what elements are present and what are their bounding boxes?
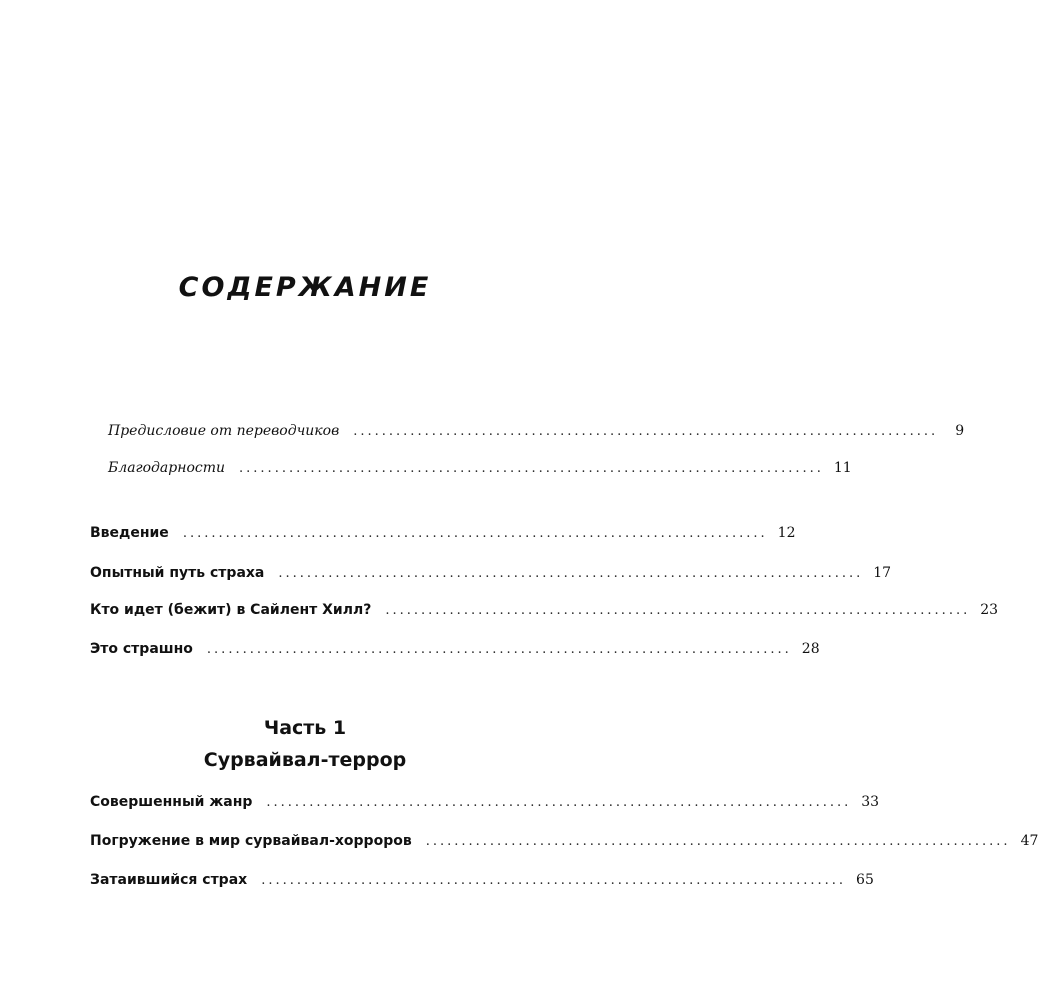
toc-entry-title: Кто идет (бежит) в Сайлент Хилл? — [90, 602, 372, 618]
toc-entry-scary[interactable] — [90, 641, 820, 657]
dot-leader: .................................................................................. — [206, 642, 792, 657]
toc-entry-who-goes[interactable] — [90, 602, 999, 618]
toc-entry-fear-path[interactable] — [90, 565, 892, 581]
part-number: Часть 1 — [263, 717, 347, 739]
dot-leader: .................................................................................. — [385, 603, 971, 618]
toc-entry-title: Введение — [90, 525, 169, 541]
toc-entry-title: Предисловие от переводчиков — [108, 423, 340, 439]
toc-entry-title: Это страшно — [90, 641, 193, 657]
toc-entry-page: 17 — [873, 565, 892, 581]
toc-entry-page: 11 — [833, 460, 852, 476]
dot-leader: .................................................................................. — [182, 526, 768, 541]
toc-entry-introduction[interactable] — [90, 525, 796, 541]
toc-entry-immersion[interactable] — [90, 833, 1038, 849]
toc-entry-title: Затаившийся страх — [90, 872, 248, 888]
page-title: СОДЕРЖАНИЕ — [178, 272, 432, 303]
toc-entry-lurking-fear[interactable] — [90, 872, 874, 888]
dot-leader: .................................................................................. — [266, 795, 852, 810]
toc-entry-title: Погружение в мир сурвайвал-хорроров — [90, 833, 412, 849]
part-title: Сурвайвал-террор — [203, 749, 407, 771]
dot-leader: .................................................................................. — [425, 834, 1011, 849]
toc-entry-page: 23 — [980, 602, 999, 618]
dot-leader: .................................................................................. — [261, 873, 847, 888]
toc-entry-page: 47 — [1020, 833, 1038, 849]
dot-leader: .................................................................................. — [239, 461, 824, 476]
toc-entry-page: 65 — [856, 872, 874, 888]
toc-entry-title: Совершенный жанр — [90, 794, 253, 810]
toc-entry-page: 12 — [777, 525, 796, 541]
toc-entry-title: Благодарности — [108, 460, 226, 476]
dot-leader: .................................................................................. — [353, 424, 939, 439]
toc-entry-foreword[interactable] — [108, 423, 965, 439]
toc-entry-acknowledgements[interactable] — [108, 460, 852, 476]
toc-entry-title: Опытный путь страха — [90, 565, 265, 581]
toc-entry-perfect-genre[interactable] — [90, 794, 880, 810]
dot-leader: .................................................................................. — [278, 566, 864, 581]
toc-entry-page: 33 — [861, 794, 880, 810]
toc-entry-page: 28 — [801, 641, 820, 657]
toc-entry-page: 9 — [955, 423, 965, 439]
